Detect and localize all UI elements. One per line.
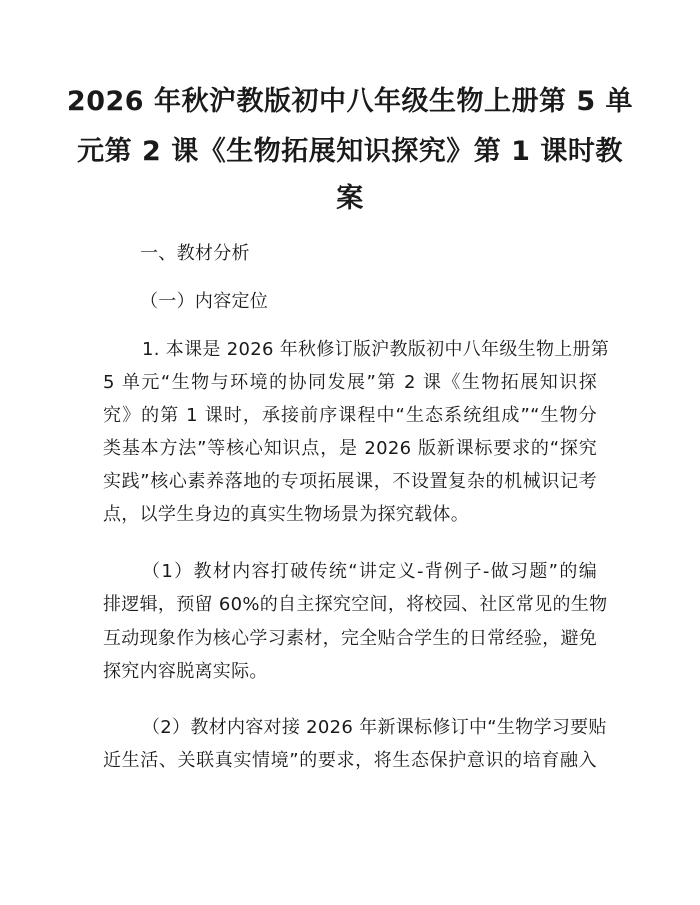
paragraph-2-line-4: 探究内容脱离实际。 [103, 661, 268, 682]
subsection-heading: （一）内容定位 [140, 291, 269, 312]
paragraph-1-line-4: 类基本方法”等核心知识点，是 2026 版新课标要求的“探究 [103, 438, 597, 459]
paragraph-2-line-1: （1）教材内容打破传统“讲定义-背例子-做习题”的编 [142, 561, 597, 582]
paragraph-2-line-3: 互动现象作为核心学习素材，完全贴合学生的日常经验，避免 [103, 628, 598, 649]
document-title-line-1: 2026 年秋沪教版初中八年级生物上册第 5 单 [66, 86, 634, 117]
paragraph-3-line-1: （2）教材内容对接 2026 年新课标修订中“生物学习要贴 [142, 717, 607, 738]
document-title-line-2: 元第 2 课《生物拓展知识探究》第 1 课时教 [77, 136, 623, 167]
paragraph-1-line-6: 点，以学生身边的真实生物场景为探究载体。 [103, 504, 469, 525]
document-title-line-3: 案 [336, 183, 364, 214]
paragraph-1-line-5: 实践”核心素养落地的专项拓展课，不设置复杂的机械识记考 [103, 471, 597, 492]
section-heading: 一、教材分析 [140, 243, 250, 264]
paragraph-3-line-2: 近生活、关联真实情境”的要求，将生态保护意识的培育融入 [103, 750, 597, 771]
paragraph-1-line-3: 究》的第 1 课时，承接前序课程中“生态系统组成”“生物分 [103, 405, 597, 426]
paragraph-2-line-2: 排逻辑，预留 60%的自主探究空间，将校园、社区常见的生物 [103, 594, 608, 615]
paragraph-1-line-1: 1. 本课是 2026 年秋修订版沪教版初中八年级生物上册第 [142, 339, 610, 360]
paragraph-1-line-2: 5 单元“生物与环境的协同发展”第 2 课《生物拓展知识探 [103, 372, 597, 393]
